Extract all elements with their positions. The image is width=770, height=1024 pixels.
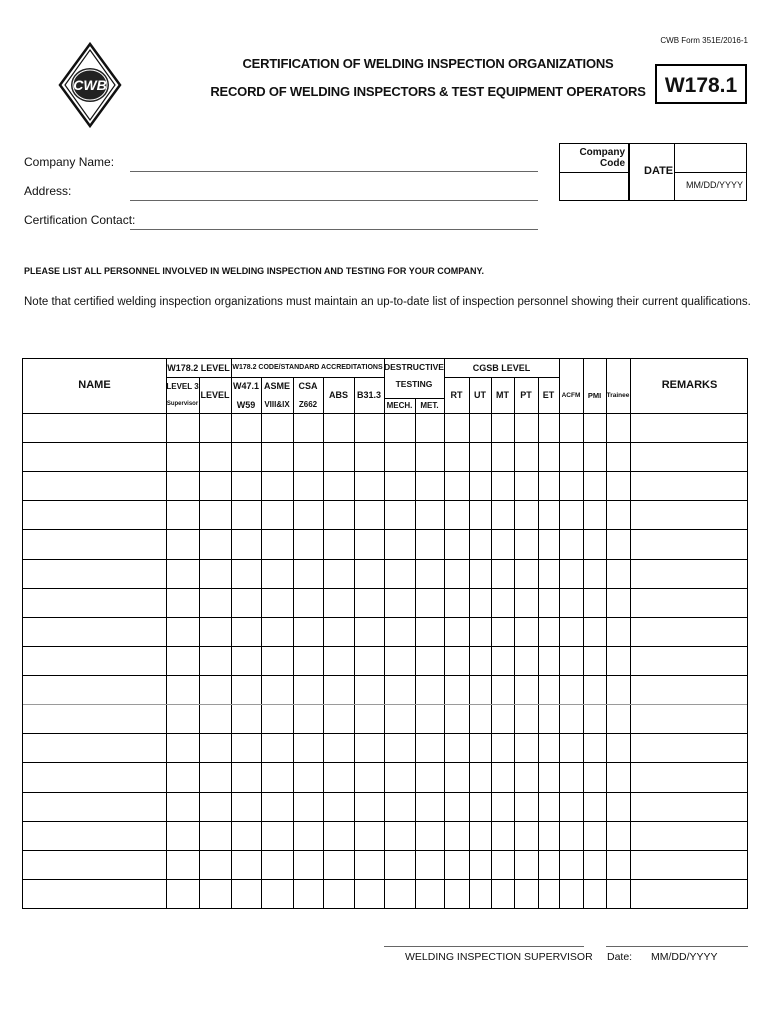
table-row[interactable]	[23, 762, 747, 791]
table-row[interactable]	[23, 821, 747, 850]
col-b313-header: B31.3	[356, 390, 382, 400]
col-pmi-header: PMI	[587, 391, 602, 400]
col-rt-header: RT	[450, 390, 463, 400]
col-ut-header: UT	[474, 390, 486, 400]
col-name-header: NAME	[78, 379, 111, 391]
table-row[interactable]	[23, 500, 747, 529]
page-subtitle: RECORD OF WELDING INSPECTORS & TEST EQUIPMENT OPERATORS	[210, 84, 646, 99]
col-remarks-header: REMARKS	[661, 379, 718, 391]
personnel-table	[22, 358, 748, 909]
signature-date-format: MM/DD/YYYY	[651, 951, 718, 963]
col-w59-header: W59	[236, 400, 256, 410]
table-row[interactable]	[23, 646, 747, 675]
table-row[interactable]	[23, 850, 747, 879]
date-format: MM/DD/YYYY	[686, 180, 744, 190]
table-row[interactable]	[23, 879, 747, 908]
table-row[interactable]	[23, 792, 747, 821]
col-trainee-header: Trainee	[606, 392, 630, 399]
date-label: DATE	[644, 165, 674, 177]
col-w1782-level-header: W178.2 LEVEL	[167, 363, 230, 373]
logo-text: CWB	[73, 77, 107, 93]
address-field[interactable]	[130, 200, 538, 201]
col-met-header: MET.	[420, 401, 439, 410]
company-name-field[interactable]	[130, 171, 538, 172]
table-row[interactable]	[23, 588, 747, 617]
col-destructive-header: DESTRUCTIVE	[384, 362, 444, 372]
supervisor-signature-line[interactable]	[384, 946, 584, 947]
table-row[interactable]	[23, 442, 747, 471]
page-title: CERTIFICATION OF WELDING INSPECTION ORGANIZATIONS	[242, 56, 614, 71]
col-csa-header: CSA	[298, 381, 318, 391]
table-row[interactable]	[23, 413, 747, 442]
form-code: CWB Form 351E/2016-1	[660, 36, 748, 45]
instructions-note: Note that certified welding inspection organizations must maintain an up-to-date list of inspection personnel showing their current qualifications.	[24, 296, 751, 308]
date-box[interactable]	[629, 143, 747, 201]
col-abs-header: ABS	[328, 390, 348, 400]
table-row[interactable]	[23, 617, 747, 646]
col-acfm-header: ACFM	[561, 392, 581, 399]
col-level3-header: LEVEL 3	[166, 382, 199, 391]
signature-date-label: Date:	[607, 951, 633, 963]
col-viiix-header: VIII&IX	[264, 400, 290, 409]
col-supervisor-header: Supervisor	[166, 401, 199, 407]
col-w471-header: W47.1	[232, 381, 259, 391]
table-row[interactable]	[23, 471, 747, 500]
col-z662-header: Z662	[298, 400, 318, 409]
col-testing-header: TESTING	[395, 379, 433, 389]
supervisor-signature-label: WELDING INSPECTION SUPERVISOR	[405, 951, 593, 963]
col-et-header: ET	[542, 390, 555, 400]
col-asme-header: ASME	[263, 381, 290, 391]
table-row[interactable]	[23, 529, 747, 558]
certification-contact-field[interactable]	[130, 229, 538, 230]
col-level-header: LEVEL	[200, 390, 230, 400]
table-row[interactable]	[23, 675, 747, 704]
col-accreditations-header: W178.2 CODE/STANDARD ACCREDITATIONS	[232, 364, 383, 371]
form-number: W178.1	[655, 64, 747, 104]
address-label: Address:	[24, 184, 72, 198]
col-mt-header: MT	[496, 390, 509, 400]
signature-date-line[interactable]	[606, 946, 748, 947]
company-name-label: Company Name:	[24, 155, 115, 169]
col-mech-header: MECH.	[386, 401, 413, 410]
certification-contact-label: Certification Contact:	[24, 213, 136, 227]
table-row[interactable]	[23, 733, 747, 762]
col-pt-header: PT	[520, 390, 532, 400]
instructions-heading: PLEASE LIST ALL PERSONNEL INVOLVED IN WELDING INSPECTION AND TESTING FOR YOUR COMPANY.	[24, 266, 485, 276]
table-row[interactable]	[23, 559, 747, 588]
company-code-box[interactable]	[559, 143, 629, 201]
company-code-label: Company Code	[579, 147, 625, 169]
cwb-diamond-logo-icon	[56, 42, 124, 128]
table-row[interactable]	[23, 704, 747, 733]
col-cgsb-header: CGSB LEVEL	[472, 363, 531, 373]
